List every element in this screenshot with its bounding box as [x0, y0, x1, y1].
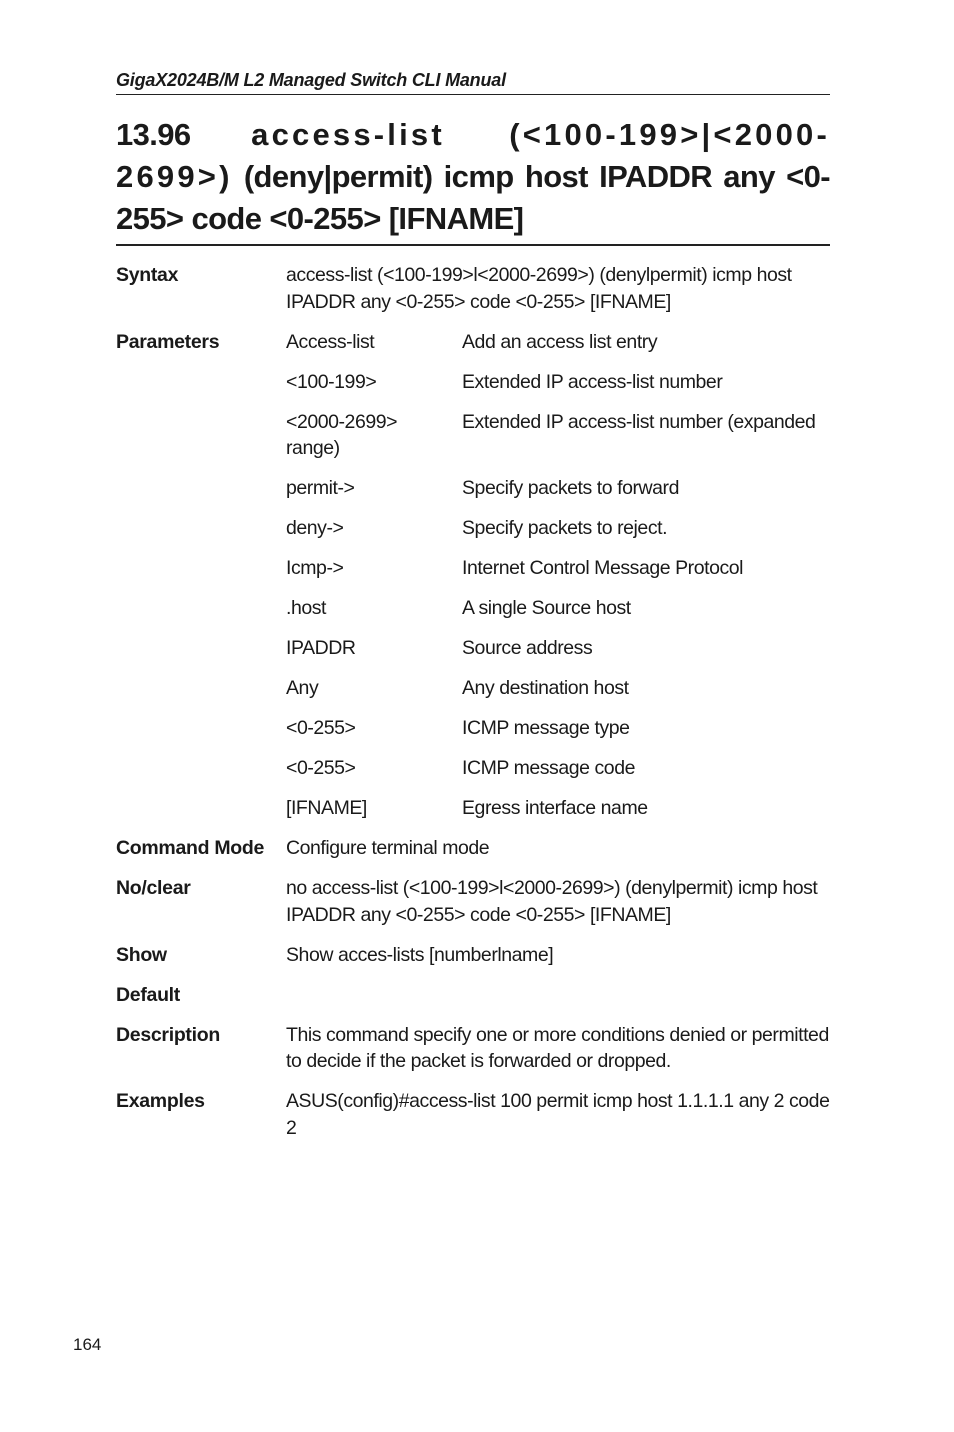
parameter-item — [286, 755, 830, 782]
command-mode-row — [116, 835, 830, 862]
show-row — [116, 942, 830, 969]
title-command-part: access-list (<100-199>|<2000-2699>) — [116, 117, 830, 194]
parameter-description: Source address — [462, 637, 593, 659]
parameter-description: Specify packets to reject. — [462, 517, 668, 539]
default-label: Default — [116, 983, 180, 1006]
parameter-description: Any destination host — [462, 677, 629, 699]
parameter-item — [286, 795, 830, 822]
parameter-name: .host — [286, 597, 327, 619]
parameter-description: ICMP message code — [462, 757, 635, 779]
parameter-description: Extended IP access-list number — [462, 370, 723, 393]
show-text: Show acces-lists [numberlname] — [286, 943, 554, 966]
parameter-item — [286, 635, 830, 662]
description-row — [116, 1022, 830, 1075]
parameter-description: Internet Control Message Protocol — [462, 557, 744, 579]
description-text: This command specify one or more conditions denied or permitted to decide if the packet is forwarded or dropped. — [286, 1023, 829, 1072]
page-title — [116, 114, 830, 246]
no-clear-row — [116, 875, 830, 928]
description-label: Description — [116, 1023, 220, 1046]
parameter-item — [286, 409, 830, 462]
parameter-item — [286, 595, 830, 622]
default-row — [116, 982, 830, 1009]
parameters-label: Parameters — [116, 330, 220, 353]
parameter-name: Icmp-> — [286, 557, 344, 579]
examples-text: ASUS(config)#access-list 100 permit icmp host 1.1.1.1 any 2 code 2 — [286, 1090, 830, 1139]
parameter-item — [286, 555, 830, 582]
page-number: 164 — [73, 1335, 102, 1354]
section-number: 13.96 — [116, 117, 191, 152]
parameter-name: [IFNAME] — [286, 797, 367, 819]
syntax-row — [116, 262, 830, 315]
parameters-list — [286, 329, 830, 822]
running-header: GigaX2024B/M L2 Managed Switch CLI Manual — [116, 70, 830, 95]
default-text — [286, 982, 830, 1009]
parameter-description: Extended IP access-list number (expanded — [462, 410, 816, 433]
parameter-name: Any — [286, 677, 319, 699]
title-command-rest: (deny|permit) icmp host IPADDR any <0-255> code <0-255> [IFNAME] — [116, 159, 830, 236]
parameter-item — [286, 515, 830, 542]
parameter-name: Access-list — [286, 330, 375, 353]
command-mode-text: Configure terminal mode — [286, 837, 490, 859]
no-clear-text: no access-list (<100-199>l<2000-2699>) (denylpermit) icmp host IPADDR any <0-255> code <0-255> [IFNAME] — [286, 877, 818, 926]
parameter-item — [286, 329, 830, 356]
examples-label: Examples — [116, 1090, 205, 1112]
parameter-description: Egress interface name — [462, 797, 648, 819]
parameter-name: <0-255> — [286, 757, 356, 779]
parameters-row — [116, 329, 830, 822]
parameter-description: ICMP message type — [462, 717, 630, 739]
parameter-name: deny-> — [286, 517, 344, 539]
parameter-item — [286, 715, 830, 742]
parameter-description: Add an access list entry — [462, 330, 658, 353]
syntax-label: Syntax — [116, 264, 179, 286]
no-clear-label: No/clear — [116, 877, 191, 899]
parameter-name: <0-255> — [286, 717, 356, 739]
parameter-name: <100-199> — [286, 370, 377, 393]
show-label: Show — [116, 943, 167, 966]
examples-row — [116, 1088, 830, 1141]
parameter-item — [286, 369, 830, 396]
parameter-item — [286, 475, 830, 502]
parameter-description: A single Source host — [462, 597, 631, 619]
parameter-name: permit-> — [286, 477, 355, 499]
parameter-description-continued: range) — [286, 437, 340, 459]
command-reference-body — [116, 262, 830, 1155]
syntax-text: access-list (<100-199>l<2000-2699>) (denylpermit) icmp host IPADDR any <0-255> code <0-255> [IFNAME] — [286, 264, 792, 313]
parameter-item — [286, 675, 830, 702]
parameter-name: <2000-2699> — [286, 410, 398, 433]
parameter-name: IPADDR — [286, 637, 356, 659]
command-mode-label: Command Mode — [116, 837, 265, 859]
parameter-description: Specify packets to forward — [462, 477, 679, 499]
